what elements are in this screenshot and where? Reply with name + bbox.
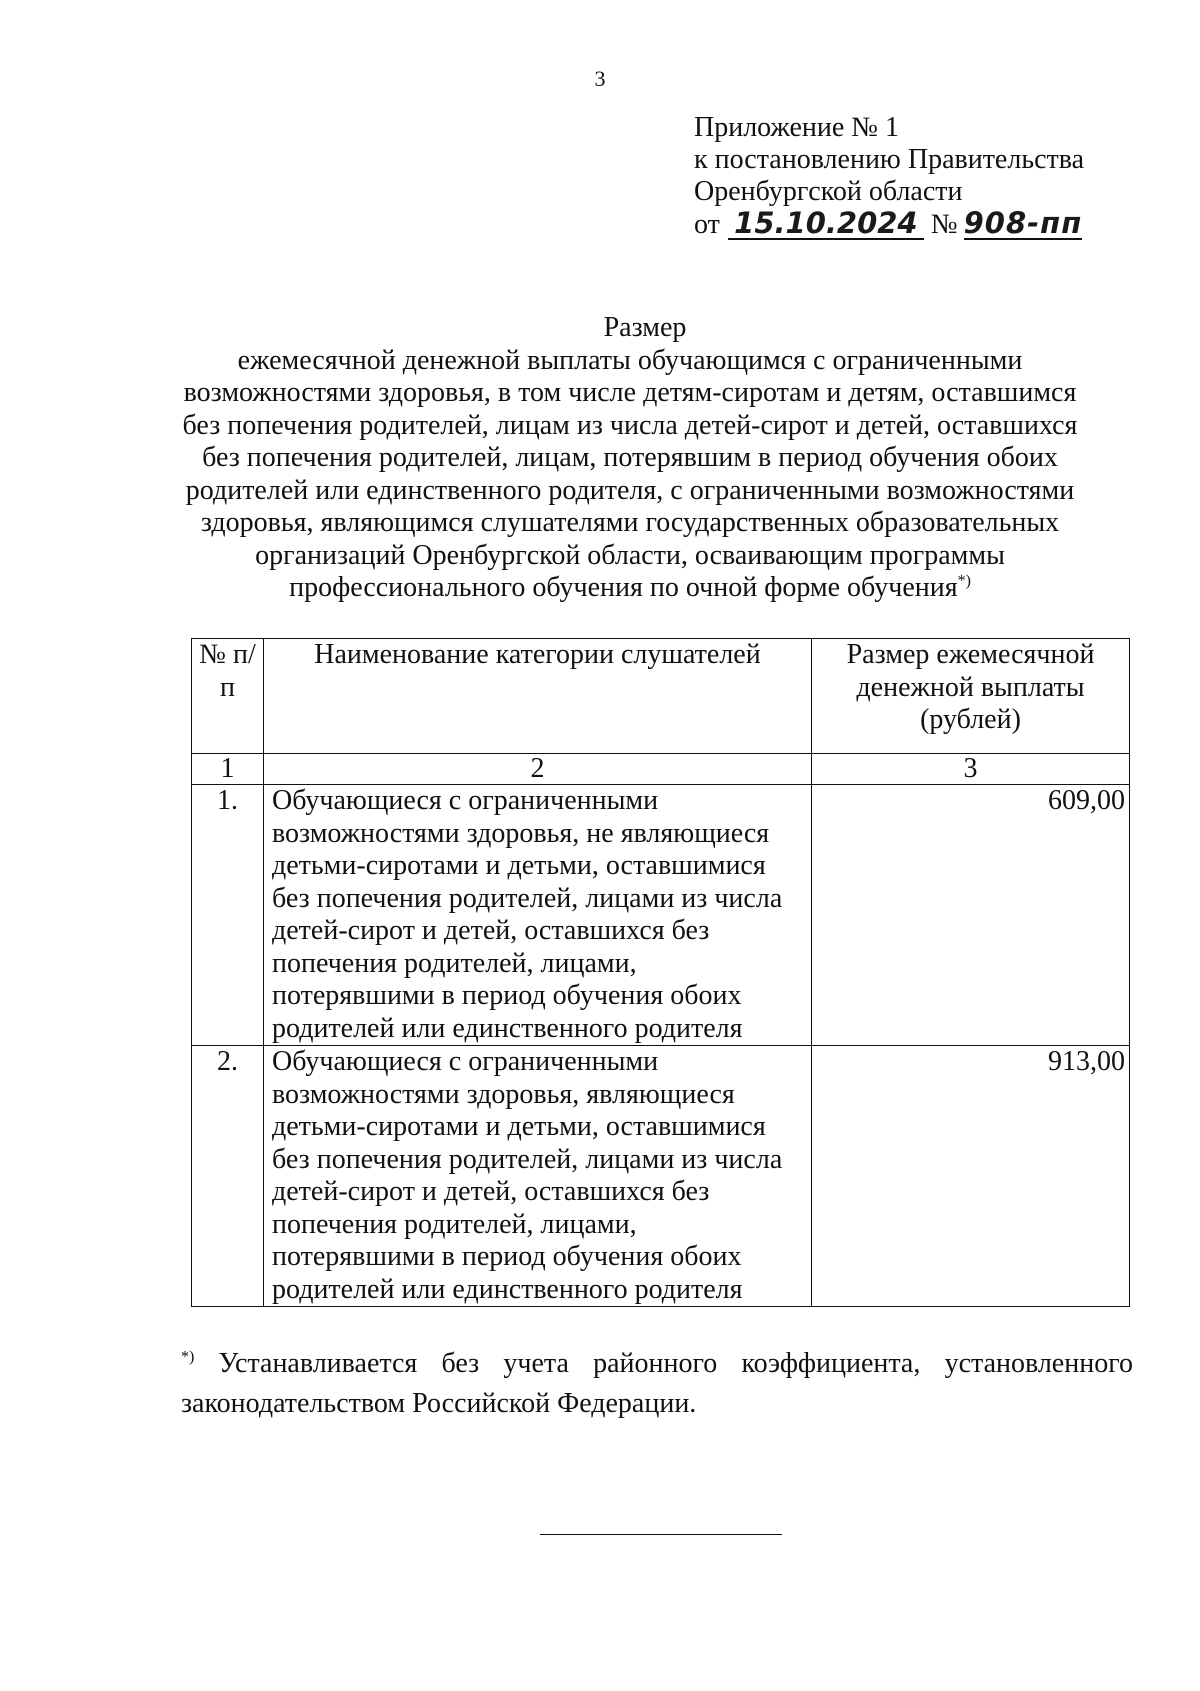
end-divider xyxy=(540,1534,782,1535)
footnote-text-1: Устанавливается без учета районного коэффициента, установленного xyxy=(218,1348,1133,1379)
row-description: Обучающиеся с ограниченными возможностями здоровья, не являющиеся детьми-сиротами и детьми, оставшимися без попечения родителей, лицами из числа детей-сирот и детей, оставшихся без попечения родителей, лицами, потерявшими в период обучения обоих родителей или единственного родителя xyxy=(264,785,812,1046)
table-row xyxy=(192,785,1130,1046)
title-heading: Размер xyxy=(603,312,687,343)
title-line: здоровья, являющимся слушателями государственных образовательных xyxy=(200,507,1060,538)
title-line: ежемесячной денежной выплаты обучающимся с ограниченными xyxy=(237,344,1023,376)
title-line: родителей или единственного родителя, с ограниченными возможностями xyxy=(185,474,1075,506)
payments-table xyxy=(191,638,1130,1307)
page-number: 3 xyxy=(594,66,606,91)
table-index-row xyxy=(192,754,1130,785)
appendix-block xyxy=(694,112,1084,241)
handwritten-number: 908-пп xyxy=(963,206,1083,240)
title-line: без попечения родителей, лицам из числа детей-сирот и детей, оставшихся xyxy=(182,409,1078,441)
header-amount: Размер ежемесячной денежной выплаты (рублей) xyxy=(812,639,1130,754)
title-line: возможностями здоровья, в том числе детям-сиротам и детям, оставшимся xyxy=(183,377,1077,408)
appendix-reference: к постановлению Правительства xyxy=(694,144,1085,175)
handwritten-date: 15.10.2024 xyxy=(728,208,924,240)
title-line: без попечения родителей, лицам, потерявшим в период обучения обоих xyxy=(202,442,1058,473)
appendix-date-number xyxy=(694,208,1084,241)
footnote-reference: *) xyxy=(957,572,971,590)
table-row xyxy=(192,1046,1130,1307)
footnote-line-1 xyxy=(181,1344,1133,1384)
row-amount: 609,00 xyxy=(812,785,1130,1046)
title-line-last xyxy=(150,572,1110,605)
number-label: № xyxy=(930,209,958,240)
index-cell: 1 xyxy=(192,754,264,785)
appendix-title: Приложение № 1 xyxy=(694,112,899,143)
footnote-text-2: законодательством Российской Федерации. xyxy=(181,1388,697,1419)
appendix-region: Оренбургской области xyxy=(694,176,963,207)
row-number: 2. xyxy=(192,1046,264,1307)
footnote-mark: *) xyxy=(181,1348,195,1366)
index-cell: 3 xyxy=(812,754,1130,785)
row-amount: 913,00 xyxy=(812,1046,1130,1307)
header-number: № п/п xyxy=(192,639,264,754)
title-line: организаций Оренбургской области, осваивающим программы xyxy=(255,539,1005,571)
row-description: Обучающиеся с ограниченными возможностями здоровья, являющиеся детьми-сиротами и детьми, оставшимися без попечения родителей, лицами из числа детей-сирот и детей, оставшихся без попечения родителей, лицами, потерявшими в период обучения обоих родителей или единственного родителя xyxy=(264,1046,812,1307)
from-label: от xyxy=(694,209,720,240)
document-title xyxy=(150,312,1110,605)
header-category: Наименование категории слушателей xyxy=(264,639,812,754)
table-header-row xyxy=(192,639,1130,754)
title-line: профессионального обучения по очной форме обучения xyxy=(289,572,958,603)
index-cell: 2 xyxy=(264,754,812,785)
row-number: 1. xyxy=(192,785,264,1046)
footnote xyxy=(181,1344,1133,1424)
